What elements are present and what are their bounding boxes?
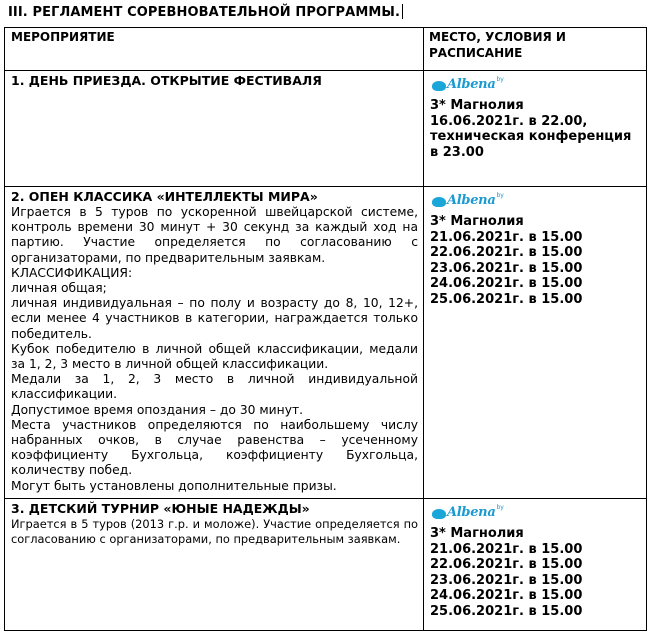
place-line: 21.06.2021г. в 15.00 xyxy=(430,541,583,557)
text-cursor xyxy=(402,4,403,19)
wave-icon xyxy=(432,197,446,207)
table-row xyxy=(5,499,647,631)
place-line: в 23.00 xyxy=(430,144,484,160)
place-line: 3* Магнолия xyxy=(430,98,524,113)
description-paragraph: Играется в 5 туров (2013 г.р. и моложе). Участие определяется по согласованию с организаторами, по предварительным заявкам. xyxy=(11,517,418,547)
description-paragraph: КЛАССИФИКАЦИЯ: xyxy=(11,265,133,280)
program-table xyxy=(4,27,647,631)
section-title: III. РЕГЛАМЕНТ СОРЕВНОВАТЕЛЬНОЙ ПРОГРАММЫ. xyxy=(8,4,403,20)
description-paragraph: личная индивидуальная – по полу и возрасту до 8, 10, 12+, если менее 4 участников в категории, награждается только победитель. xyxy=(11,296,418,341)
place-line: 21.06.2021г. в 15.00 xyxy=(430,229,583,245)
wave-icon xyxy=(432,81,446,91)
albena-logo: Albena by xyxy=(432,192,504,209)
place-line: 24.06.2021г. в 15.00 xyxy=(430,588,583,604)
place-cell xyxy=(424,499,647,631)
place-line: 23.06.2021г. в 15.00 xyxy=(430,572,583,588)
description-paragraph: Медали за 1, 2, 3 место в личной индивидуальной классификации. xyxy=(11,372,418,402)
table-row xyxy=(5,187,647,499)
place-line: техническая конференция xyxy=(430,129,632,145)
table-row xyxy=(5,71,647,187)
place-cell xyxy=(424,71,647,187)
header-event: МЕРОПРИЯТИЕ xyxy=(5,28,424,71)
place-line: 22.06.2021г. в 15.00 xyxy=(430,557,583,573)
place-line: 3* Магнолия xyxy=(430,526,524,541)
description-paragraph: Кубок победителю в личной общей классификации, медали за 1, 2, 3 место в личной общей классификации. xyxy=(11,341,418,372)
table-header-row xyxy=(5,28,647,71)
event-title: 1. ДЕНЬ ПРИЕЗДА. ОТКРЫТИЕ ФЕСТИВАЛЯ xyxy=(11,73,322,88)
event-description xyxy=(11,517,418,547)
place-cell xyxy=(424,187,647,499)
description-paragraph: Могут быть установлены дополнительные призы. xyxy=(11,478,337,493)
place-line: 25.06.2021г. в 15.00 xyxy=(430,291,583,307)
event-description xyxy=(11,205,418,494)
place-line: 24.06.2021г. в 15.00 xyxy=(430,276,583,292)
event-cell xyxy=(5,71,424,187)
description-paragraph: Допустимое время опоздания – до 30 минут. xyxy=(11,402,304,417)
description-paragraph: Играется в 5 туров по ускоренной швейцарской системе, контроль времени 30 минут + 30 секунд за каждый ход на партию. Участие определяется по согласованию с организаторами, по предварительным заявкам. xyxy=(11,205,418,265)
event-cell xyxy=(5,499,424,631)
place-line: 22.06.2021г. в 15.00 xyxy=(430,245,583,261)
event-cell xyxy=(5,187,424,499)
wave-icon xyxy=(432,509,446,519)
place-line: 16.06.2021г. в 22.00, xyxy=(430,113,588,129)
description-paragraph: Места участников определяются по наибольшему числу набранных очков, в случае равенства – усеченному коэффициенту Бухгольца, коэффициенту Бухгольца, количеству побед. xyxy=(11,417,418,478)
albena-logo: Albena by xyxy=(432,76,504,93)
place-line: 23.06.2021г. в 15.00 xyxy=(430,260,583,276)
place-line: 3* Магнолия xyxy=(430,214,524,229)
event-title: 3. ДЕТСКИЙ ТУРНИР «ЮНЫЕ НАДЕЖДЫ» xyxy=(11,501,310,516)
place-line: 25.06.2021г. в 15.00 xyxy=(430,603,583,619)
albena-logo: Albena by xyxy=(432,504,504,521)
description-paragraph: личная общая; xyxy=(11,281,107,296)
event-title: 2. ОПЕН КЛАССИКА «ИНТЕЛЛЕКТЫ МИРА» xyxy=(11,189,318,204)
header-place: МЕСТО, УСЛОВИЯ И РАСПИСАНИЕ xyxy=(424,28,647,71)
